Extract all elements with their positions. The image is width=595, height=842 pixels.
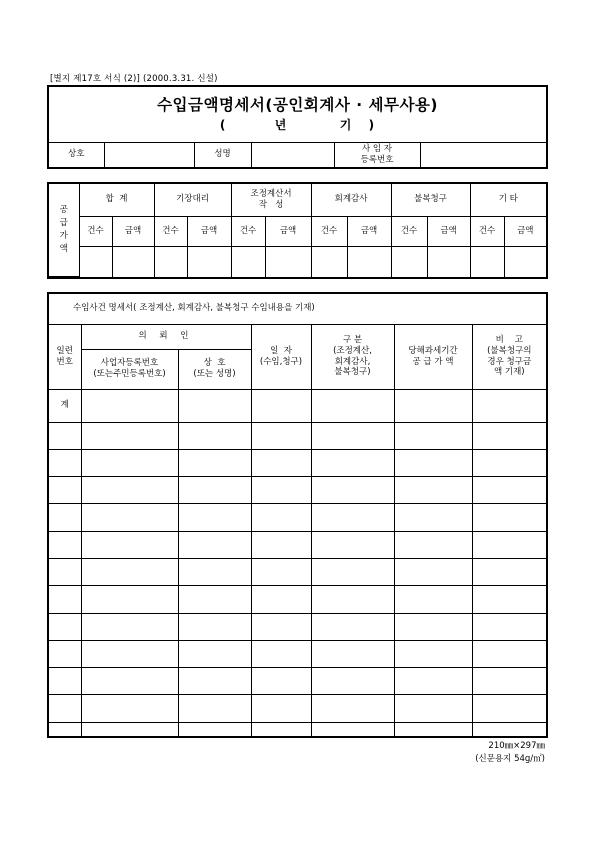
footer [475,740,545,766]
detail-cell[interactable] [178,449,251,476]
table-row [49,668,546,695]
detail-cell[interactable] [472,558,546,585]
detail-cell[interactable] [251,586,311,613]
detail-cell[interactable] [81,558,178,585]
detail-cell[interactable] [178,389,251,422]
form-reference: [별지 제17호 서식 (2)] (2000.3.31. 신설) [50,74,218,84]
detail-cell[interactable] [394,558,472,585]
table-row [49,558,546,585]
name-label: 성명 [194,142,251,167]
amount-header: 금액 [265,216,311,246]
supply-side-char: 공 [59,204,68,215]
detail-cell[interactable] [49,531,81,558]
detail-cell[interactable] [81,722,178,736]
period-open: ( [219,117,227,132]
table-row [49,695,546,722]
detail-cell[interactable] [311,422,394,449]
supply-value-cell[interactable] [427,246,470,277]
detail-cell[interactable] [81,531,178,558]
supply-value-cell[interactable] [187,246,231,277]
company-label: 상호 [49,142,104,167]
detail-cell[interactable] [394,477,472,504]
table-row [49,477,546,504]
detail-cell[interactable] [311,477,394,504]
total-label: 계 [49,389,81,422]
detail-cell[interactable] [178,586,251,613]
detail-cell[interactable] [178,722,251,736]
table-row [49,504,546,531]
detail-cell[interactable] [472,668,546,695]
detail-cell[interactable] [178,668,251,695]
category-other: 기 타 [470,184,546,216]
detail-cell[interactable] [49,586,81,613]
detail-cell[interactable] [49,668,81,695]
table-row [49,640,546,667]
detail-cell[interactable] [251,504,311,531]
bizno-label-line1: 사 임 자 [361,144,393,155]
detail-cell[interactable] [49,558,81,585]
detail-cell[interactable] [394,640,472,667]
detail-cell[interactable] [81,613,178,640]
detail-cell[interactable] [394,422,472,449]
detail-cell[interactable] [472,722,546,736]
type-header: 구 분 (조정계산, 회계감사, 불복청구) [311,324,394,389]
detail-cell[interactable] [251,558,311,585]
detail-cell[interactable] [251,640,311,667]
detail-section [47,292,548,738]
supply-side-char: 급 [59,217,68,228]
detail-cell[interactable] [178,613,251,640]
date-header: 일 자 (수임,청구) [251,324,311,389]
amount-header: 금액 [187,216,231,246]
detail-cell[interactable] [251,531,311,558]
detail-cell[interactable] [178,695,251,722]
detail-cell[interactable] [472,640,546,667]
supply-value-cell[interactable] [504,246,546,277]
detail-cell[interactable] [49,422,81,449]
detail-cell[interactable] [251,668,311,695]
amount-header: 금액 [347,216,391,246]
period-line [49,115,546,139]
company-field[interactable] [104,142,194,167]
detail-cell[interactable] [178,504,251,531]
supply-value-cell[interactable] [231,246,265,277]
total-row [49,389,546,422]
detail-cell[interactable] [472,586,546,613]
detail-cell[interactable] [251,477,311,504]
detail-cell[interactable] [178,531,251,558]
detail-cell[interactable] [251,422,311,449]
detail-cell[interactable] [472,531,546,558]
detail-cell[interactable] [178,640,251,667]
supply-amount-header: 당해과세기간 공 급 가 액 [394,324,472,389]
bizno-label-line2: 등록번호 [360,154,394,165]
detail-cell[interactable] [251,613,311,640]
category-appeal: 불복청구 [391,184,470,216]
serial-header: 일련 번호 [49,324,81,389]
period-year-label: 년 [274,117,288,132]
paper-type: (신문용지 54g/㎡) [475,754,545,765]
detail-cell[interactable] [251,389,311,422]
detail-cell[interactable] [472,389,546,422]
detail-cell[interactable] [251,695,311,722]
detail-caption: 수임사건 명세서( 조정계산, 회계감사, 불복청구 수임내용을 기재) [49,294,546,324]
detail-cell[interactable] [472,613,546,640]
table-row [49,586,546,613]
detail-cell[interactable] [394,531,472,558]
detail-cell[interactable] [178,422,251,449]
detail-cell[interactable] [81,668,178,695]
detail-cell[interactable] [178,477,251,504]
client-header: 의 뢰 인 [81,324,251,349]
count-header: 건수 [470,216,504,246]
detail-cell[interactable] [311,449,394,476]
title-cell [49,87,546,142]
table-row [49,613,546,640]
detail-cell[interactable] [394,389,472,422]
detail-cell[interactable] [311,586,394,613]
amount-header: 금액 [504,216,546,246]
detail-cell[interactable] [311,695,394,722]
client-bizno-header: 사업자등록번호 (또는주민등록번호) [81,349,178,389]
detail-cell[interactable] [251,449,311,476]
supply-value-cell[interactable] [112,246,154,277]
count-header: 건수 [231,216,265,246]
bizno-field[interactable] [420,142,546,167]
supply-value-cell[interactable] [391,246,427,277]
detail-cell[interactable] [394,613,472,640]
count-header: 건수 [154,216,187,246]
bizno-label [334,142,420,167]
detail-cell[interactable] [81,640,178,667]
detail-cell[interactable] [81,504,178,531]
detail-cell[interactable] [311,558,394,585]
detail-cell[interactable] [311,389,394,422]
detail-cell[interactable] [49,449,81,476]
detail-cell[interactable] [81,422,178,449]
table-row [49,531,546,558]
detail-cell[interactable] [472,504,546,531]
amount-header: 금액 [427,216,470,246]
detail-cell[interactable] [49,695,81,722]
supply-value-cell[interactable] [154,246,187,277]
detail-cell[interactable] [81,449,178,476]
count-header: 건수 [79,216,112,246]
supply-value-cell[interactable] [470,246,504,277]
detail-cell[interactable] [472,449,546,476]
table-row [49,422,546,449]
detail-cell[interactable] [472,477,546,504]
table-row [49,722,546,736]
period-term-label: 기 [339,117,353,132]
category-bookkeeping: 기장대리 [154,184,231,216]
detail-cell[interactable] [472,422,546,449]
detail-cell[interactable] [81,389,178,422]
detail-cell[interactable] [81,695,178,722]
table-row [49,449,546,476]
detail-cell[interactable] [394,722,472,736]
detail-cell[interactable] [311,640,394,667]
detail-cell[interactable] [472,695,546,722]
amount-header: 금액 [112,216,154,246]
count-header: 건수 [391,216,427,246]
detail-cell[interactable] [49,504,81,531]
client-name-header: 상 호 (또는 성명) [178,349,251,389]
detail-cell[interactable] [394,504,472,531]
remark-header: 비 고 (불복청구의 경우 청구금 액 기재) [472,324,546,389]
detail-cell[interactable] [394,668,472,695]
count-header: 건수 [311,216,347,246]
detail-cell[interactable] [394,695,472,722]
detail-cell[interactable] [81,477,178,504]
supply-side-label [49,184,79,277]
supply-side-char: 가 [59,231,68,241]
supply-value-cell[interactable] [79,246,112,277]
supply-value-cell[interactable] [347,246,391,277]
detail-cell[interactable] [178,558,251,585]
category-total: 합 계 [79,184,154,216]
supply-section [47,182,548,279]
paper-size: 210㎜×297㎜ [488,741,545,751]
category-audit: 회계감사 [311,184,391,216]
supply-side-char: 액 [59,244,68,255]
detail-cell[interactable] [251,722,311,736]
detail-cell[interactable] [311,613,394,640]
detail-cell[interactable] [49,722,81,736]
supply-value-cell[interactable] [311,246,347,277]
detail-cell[interactable] [49,613,81,640]
detail-cell[interactable] [49,640,81,667]
period-close: ) [368,117,376,132]
detail-cell[interactable] [394,449,472,476]
detail-cell[interactable] [311,722,394,736]
detail-cell[interactable] [311,668,394,695]
detail-cell[interactable] [311,531,394,558]
detail-cell[interactable] [49,477,81,504]
detail-cell[interactable] [311,504,394,531]
detail-cell[interactable] [81,586,178,613]
name-field[interactable] [251,142,334,167]
supply-value-cell[interactable] [265,246,311,277]
form-title: 수입금액명세서(공인회계사 · 세무사용) [157,95,438,114]
detail-cell[interactable] [394,586,472,613]
title-section [47,85,548,169]
category-adjustment: 조정계산서 작 성 [231,184,311,216]
